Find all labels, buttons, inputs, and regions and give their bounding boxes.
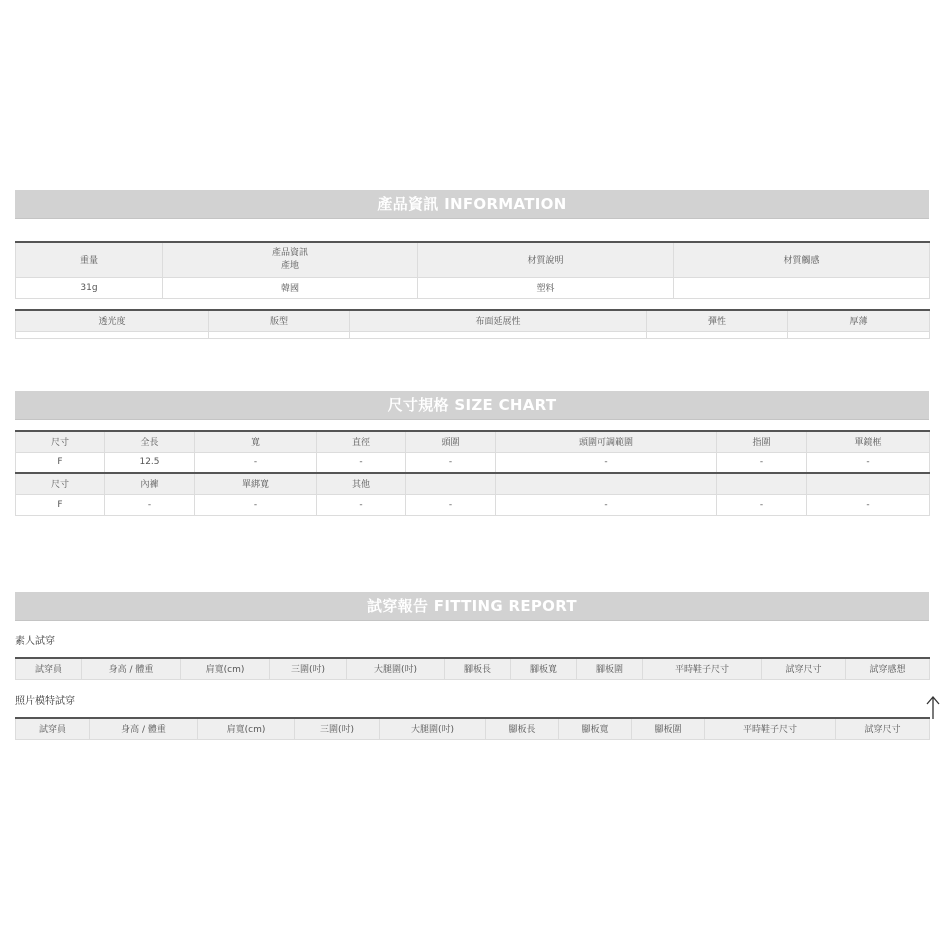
fitting-header: 試穿員 (16, 658, 82, 679)
fitting-header: 身高 / 體重 (82, 658, 181, 679)
size-header: 頭圍可調範圍 (496, 431, 717, 452)
size-header: 指圍 (717, 431, 807, 452)
size-header: 尺寸 (16, 431, 105, 452)
size-value: F (16, 494, 105, 515)
size-header: 單鏡框 (807, 431, 930, 452)
info-table-1 (15, 241, 930, 299)
size-header: 寬 (195, 431, 317, 452)
size-header: 內褲 (105, 473, 195, 494)
model-fitting-table (15, 717, 930, 740)
fitting-header: 試穿感想 (846, 658, 930, 679)
size-header: 直徑 (317, 431, 406, 452)
size-value: - (406, 452, 496, 473)
size-value: - (105, 494, 195, 515)
info-value-fit (209, 331, 350, 338)
size-header: 頭圍 (406, 431, 496, 452)
fitting-header: 三圍(吋) (270, 658, 347, 679)
size-value: - (195, 494, 317, 515)
model-fitting-label: 照片模特試穿 (15, 696, 75, 707)
size-value: - (807, 452, 930, 473)
info-header-material: 材質說明 (418, 242, 674, 277)
info-header-origin (163, 242, 418, 277)
fitting-header: 腳板圍 (632, 718, 705, 739)
info-header-opacity: 透光度 (16, 310, 209, 331)
fitting-header: 腳板圍 (577, 658, 643, 679)
size-header: 單綁寬 (195, 473, 317, 494)
size-value: - (496, 452, 717, 473)
amateur-fitting-table (15, 657, 930, 680)
info-header-origin-label: 產品資訊 產地 (271, 247, 308, 271)
info-value-origin: 韓國 (163, 277, 418, 298)
info-value-thickness (788, 331, 930, 338)
arrow-up-icon[interactable] (925, 695, 941, 721)
info-value-texture (674, 277, 930, 298)
fitting-header: 三圍(吋) (295, 718, 380, 739)
size-chart-banner: 尺寸規格 SIZE CHART (15, 391, 929, 420)
info-header-texture: 材質觸感 (674, 242, 930, 277)
size-value: - (406, 494, 496, 515)
size-value: - (807, 494, 930, 515)
information-banner: 產品資訊 INFORMATION (15, 190, 929, 219)
info-value-stretch (350, 331, 647, 338)
fitting-header: 腳板寬 (511, 658, 577, 679)
size-value: - (496, 494, 717, 515)
info-value-elasticity (647, 331, 788, 338)
fitting-header: 身高 / 體重 (90, 718, 198, 739)
info-header-elasticity: 彈性 (647, 310, 788, 331)
size-value: - (317, 494, 406, 515)
info-table-2 (15, 309, 930, 339)
size-header: 其他 (317, 473, 406, 494)
info-header-thickness: 厚薄 (788, 310, 930, 331)
size-value: F (16, 452, 105, 473)
size-header (807, 473, 930, 494)
fitting-header: 肩寬(cm) (198, 718, 295, 739)
info-header-fit: 版型 (209, 310, 350, 331)
fitting-header: 平時鞋子尺寸 (643, 658, 762, 679)
size-value: - (717, 494, 807, 515)
info-header-stretch: 布面延展性 (350, 310, 647, 331)
fitting-header: 大腿圍(吋) (380, 718, 486, 739)
size-value: 12.5 (105, 452, 195, 473)
size-header (406, 473, 496, 494)
info-header-weight: 重量 (16, 242, 163, 277)
info-value-material: 塑料 (418, 277, 674, 298)
size-header: 尺寸 (16, 473, 105, 494)
fitting-header: 平時鞋子尺寸 (705, 718, 836, 739)
fitting-report-banner: 試穿報告 FITTING REPORT (15, 592, 929, 621)
size-header (717, 473, 807, 494)
fitting-header: 試穿尺寸 (762, 658, 846, 679)
amateur-fitting-label: 素人試穿 (15, 636, 55, 647)
size-chart-table (15, 430, 930, 516)
fitting-header: 腳板長 (486, 718, 559, 739)
info-value-weight: 31g (16, 277, 163, 298)
fitting-header: 試穿尺寸 (836, 718, 930, 739)
size-value: - (195, 452, 317, 473)
size-header (496, 473, 717, 494)
fitting-header: 大腿圍(吋) (347, 658, 445, 679)
fitting-header: 試穿員 (16, 718, 90, 739)
size-header: 全長 (105, 431, 195, 452)
fitting-header: 腳板長 (445, 658, 511, 679)
info-value-opacity (16, 331, 209, 338)
size-value: - (717, 452, 807, 473)
size-value: - (317, 452, 406, 473)
fitting-header: 肩寬(cm) (181, 658, 270, 679)
fitting-header: 腳板寬 (559, 718, 632, 739)
